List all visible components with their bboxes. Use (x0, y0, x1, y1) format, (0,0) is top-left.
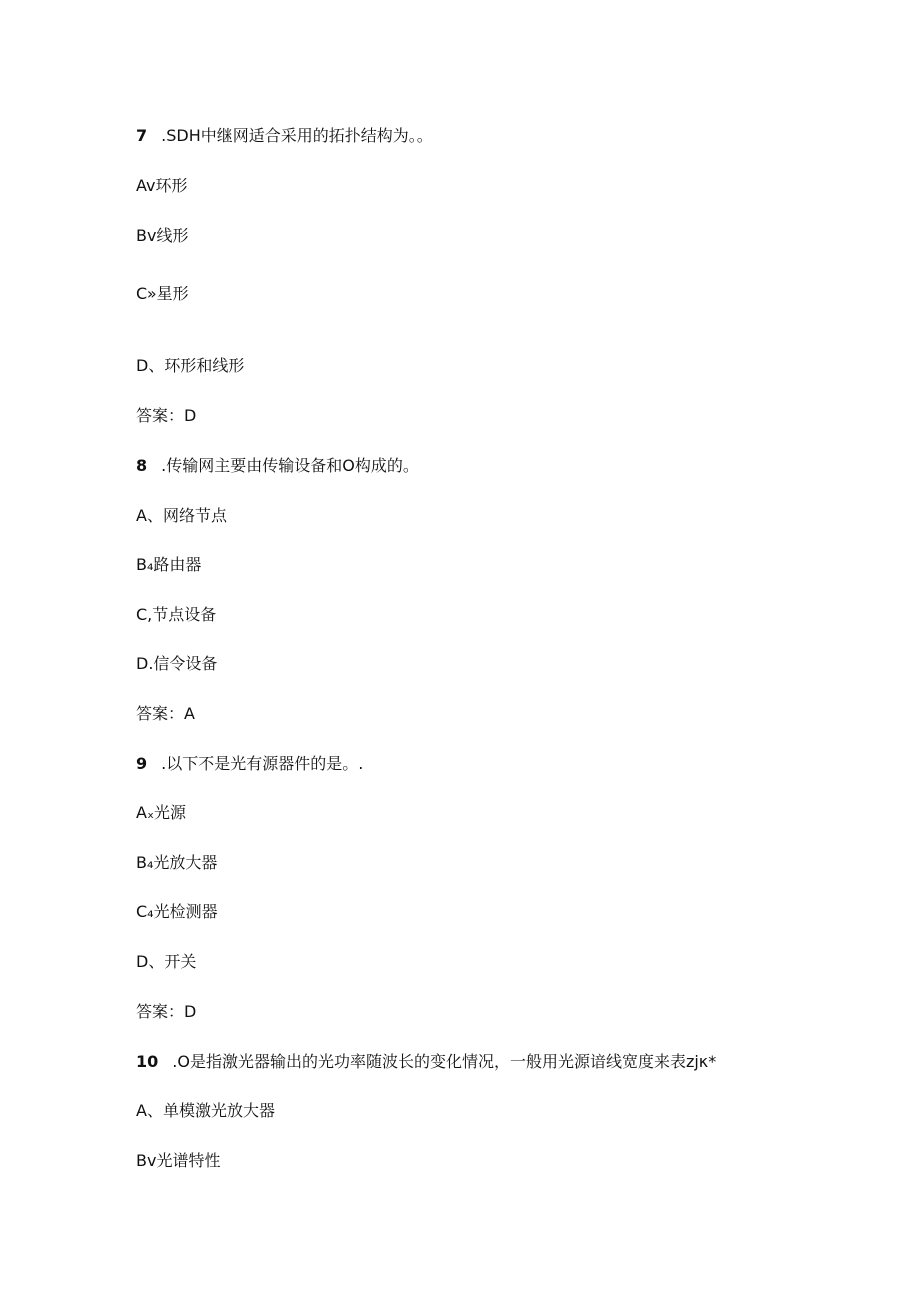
question-7-stem (136, 126, 433, 146)
question-number: 7 (136, 126, 148, 145)
question-8-option-b: B₄路由器 (136, 555, 202, 574)
question-9-option-d: D、开关 (136, 952, 197, 971)
question-8-answer: 答案：A (136, 704, 195, 723)
question-10-stem (136, 1052, 716, 1072)
question-number: 10 (136, 1052, 159, 1071)
question-text: .SDH中继网适合采用的拓扑结构为。。 (161, 126, 433, 145)
question-7-option-b: Bv线形 (136, 226, 189, 245)
question-text: .以下不是光有源器件的是。. (161, 754, 364, 773)
question-number: 9 (136, 754, 148, 773)
question-8-option-a: A、网络节点 (136, 506, 227, 525)
question-8-option-c: C,节点设备 (136, 605, 217, 624)
question-9-stem (136, 754, 363, 774)
question-7-answer: 答案：D (136, 406, 197, 425)
question-9-option-c: C₄光检测器 (136, 902, 218, 921)
question-10-option-b: Bv光谱特性 (136, 1151, 221, 1170)
question-7-option-d: D、环形和线形 (136, 356, 245, 375)
question-number: 8 (136, 456, 148, 475)
question-text: .O是指激光器输出的光功率随波长的变化情况，一般用光源谙线宽度来表zjκ* (172, 1052, 717, 1071)
question-7-option-c: C»星形 (136, 284, 189, 303)
question-9-option-b: B₄光放大器 (136, 853, 218, 872)
question-7-option-a: Av环形 (136, 176, 188, 195)
question-10-option-a: A、单模激光放大器 (136, 1101, 275, 1120)
question-8-option-d: D.信令设备 (136, 654, 218, 673)
question-8-stem (136, 456, 419, 476)
question-9-answer: 答案：D (136, 1002, 197, 1021)
question-text: .传输网主要由传输设备和O构成的。 (161, 456, 419, 475)
question-9-option-a: Aₓ光源 (136, 803, 187, 822)
